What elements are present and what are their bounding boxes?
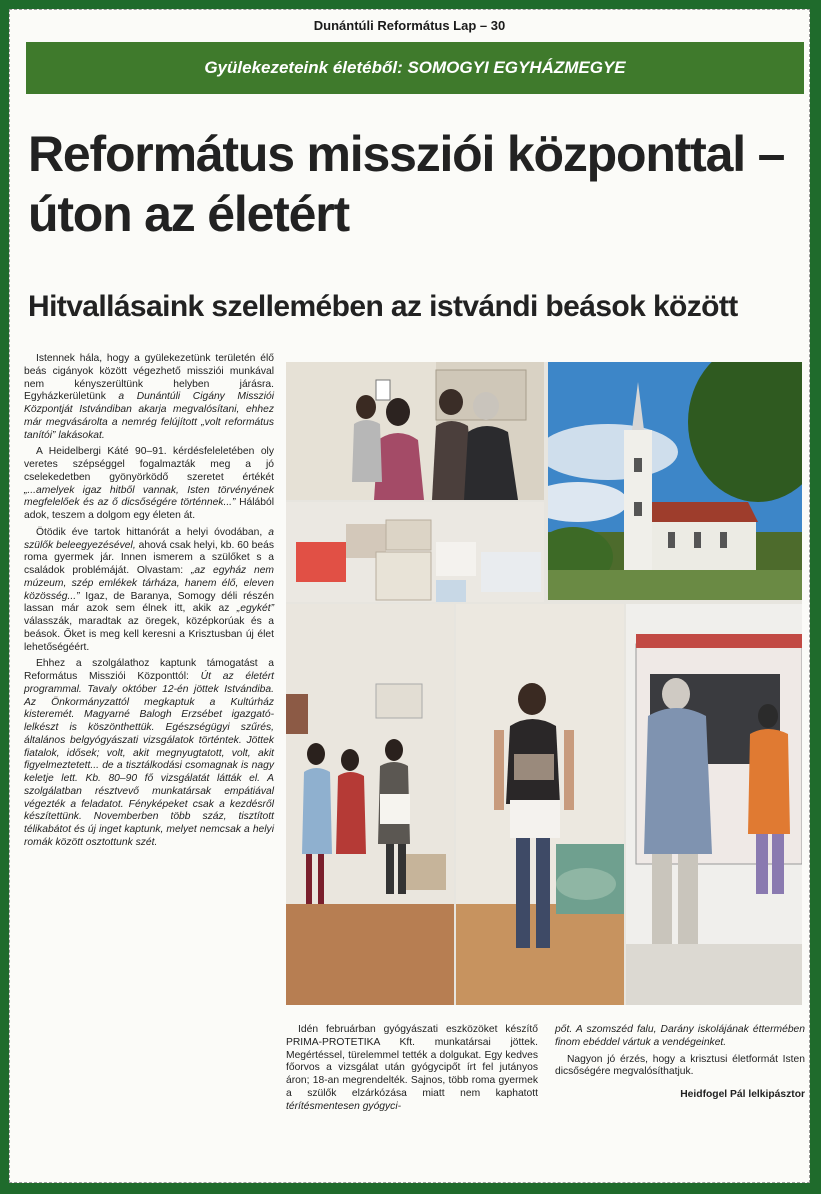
photo-woman-portrait	[456, 604, 624, 1005]
article-title: Református missziói központtal – úton az életért	[28, 126, 785, 242]
author-signature: Heidfogel Pál lelkipásztor	[680, 1089, 805, 1100]
photo-hall-crowd	[286, 604, 454, 1005]
section-banner: Gyülekezeteink életéből: SOMOGYI EGYHÁZMEGYE	[26, 42, 804, 94]
paragraph: Nagyon jó érzés, hogy a krisztusi életformát Isten dicsőségére megvalósíthatjuk.	[555, 1053, 805, 1078]
article-subtitle: Hitvallásaink szellemében az istvándi beások között	[28, 290, 738, 323]
paragraph: pőt. A szomszéd falu, Darány iskolájának éttermében finom ebéddel vártuk a vendégeinket.	[555, 1024, 805, 1048]
text-column-2	[286, 1024, 538, 1113]
photo-bus-queue	[626, 604, 802, 1005]
paragraph: A Heidelbergi Káté 90–91. kérdésfeleletében oly veretes szépséggel fogalmazták meg a jó cselekedetben gyönyörködő szeretet értékét „...amelyek igaz hitből vannak, Isten törvényének megfelelőek és az ő dicsőségére történnek...” Hálából adok, teszem a dolgom egy életen át.	[24, 446, 274, 521]
running-head: Dunántúli Református Lap – 30	[313, 18, 506, 33]
magazine-page	[9, 9, 810, 1183]
text-column-3	[555, 1024, 805, 1102]
paragraph: Idén februárban gyógyászati eszközöket készítő PRIMA-PROTETIKA Kft. munkatársai jöttek. Megértéssel, türelemmel tették a dolgukat. Egy kedves főorvos a vizsgálat után gyógycipőt írt fel jutányos áron; 18-an megrendelték. Sajnos, több roma gyermek a szülők elzárkózása miatt nem kaphatott térítésmentesen gyógyci-	[286, 1024, 538, 1112]
paragraph: Ehhez a szolgálathoz kaptunk támogatást a Református Missziói Központtól: Út az életért programmal. Tavaly október 12-én jöttek Istvándiba. Az Önkormányzattól megkaptuk a Kultúrház kisteremét. Magyarné Balogh Erzsébet igazgató-lelkészt is köszönthettük. Egészségügyi szűrés, általános belgyógyászati vizsgálatok történtek. Jöttek fiatalok, idősek; volt, akit megnyugtatott, volt, akit figyelmeztetett... de a tisztálkodási csomagnak is nagy keletje lett. Kb. 80–90 fő vizsgálatát látták el. A szolgálatban résztvevő munkatársak empátiával végezték a feladatot. Fényképeket csak a kezdésről készítettünk. Novemberben több száz, tisztított télikabátot és új inget kaptunk, melyet nemcsak a helyi romák között osztottunk szét.	[24, 658, 275, 848]
photo-meeting-room	[286, 362, 544, 500]
text-column-1	[24, 353, 274, 850]
photo-supplies	[286, 502, 544, 602]
photo-church	[548, 362, 802, 600]
photo-collage	[286, 362, 802, 1005]
paragraph: Istennek hála, hogy a gyülekezetünk területén élő beás cigányok között végezhető missziói munkával nem kényszerültünk helyben járásra. Egyházkerületünk a Dunántúli Cigány Missziói Központját Istvándiban akarja megvalósítani, ehhez már megvásárolta a nemrég felújított „volt református tanítói” lakásokat.	[24, 353, 274, 441]
paragraph: Ötödik éve tartok hittanórát a helyi óvodában, a szülők beleegyezésével, ahová csak helyi, kb. 60 beás roma gyermek jár. Innen ismerem a szülőket s a családok problémáját. Olvastam: „az egyház nem múzeum, szép emlékek tárháza, hanem élő, eleven közösség...” Igaz, de Baranya, Somogy déli részén lassan már azok sem élnek itt, akik az „egykét” válasszák, maradtak az öregek, középkorúak és a beások. Őket is meg kell keresni a Krisztusban új élet lehetőségéért.	[24, 526, 274, 653]
